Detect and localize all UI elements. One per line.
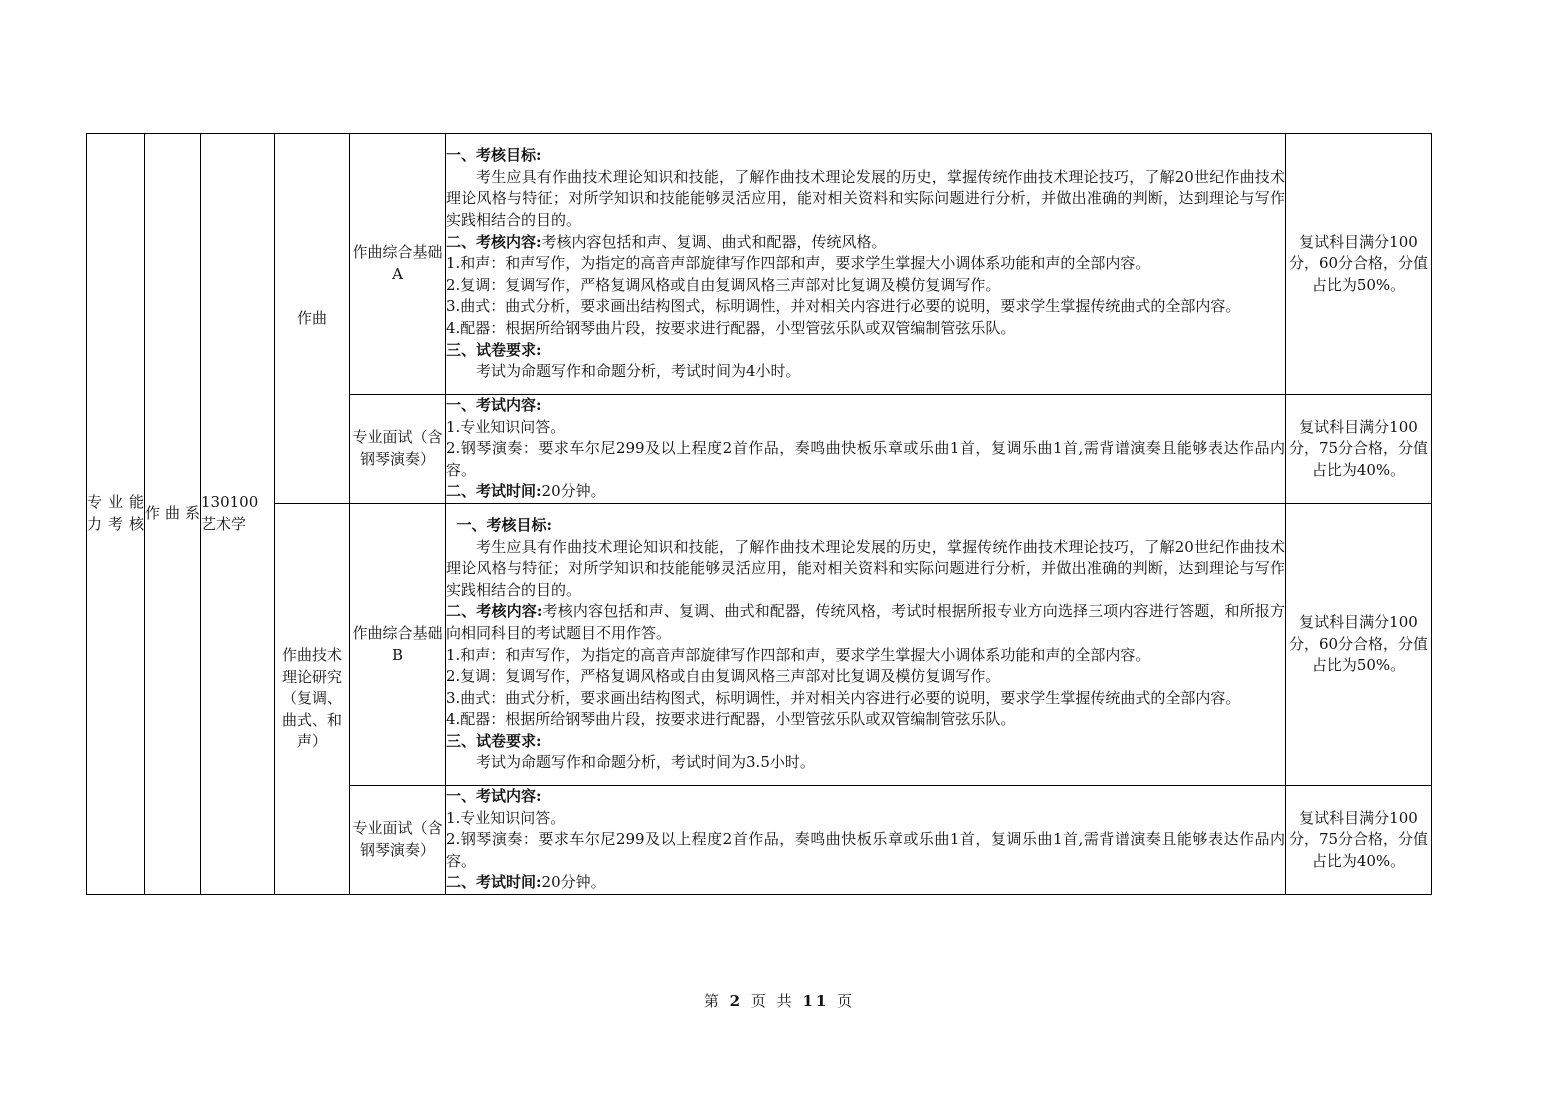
content-paragraph: 考生应具有作曲技术理论知识和技能，了解作曲技术理论发展的历史，掌握传统作曲技术理论技巧，了解20世纪作曲技术理论风格与特征；对所学知识和技能能够灵活应用，能对相关资料和实际问题进行分析，并做出准确的判断，达到理论与写作实践相结合的目的。 (446, 537, 1285, 599)
subject-cell (350, 504, 446, 786)
content-paragraph: 一、考核目标: (456, 515, 553, 534)
content-paragraph: 1.和声：和声写作，为指定的高音声部旋律写作四部和声，要求学生掌握大小调体系功能和声的全部内容。 (446, 254, 1151, 273)
score-text: 复试科目满分100分，60分合格，分值占比为50%。 (1288, 613, 1429, 675)
footer-suffix: 页 (837, 992, 856, 1010)
section-heading: 二、考试时间: (446, 482, 542, 501)
content-paragraph: 1.专业知识问答。 (446, 417, 566, 436)
content-paragraph: 一、考试内容: (446, 396, 542, 415)
score-text: 复试科目满分100分，75分合格，分值占比为40%。 (1288, 808, 1429, 870)
footer-current-page: 2 (729, 992, 744, 1010)
content-paragraph: 一、考试内容: (446, 787, 542, 806)
footer-middle: 页 共 (750, 992, 795, 1010)
score-cell (1286, 395, 1432, 504)
content-paragraph: 三、试卷要求: (446, 340, 542, 359)
department-cell (145, 134, 201, 895)
subject-name: 专业面试（含钢琴演奏） (352, 428, 443, 468)
content-paragraph: 2.复调：复调写作，严格复调风格或自由复调风格三声部对比复调及模仿复调写作。 (446, 667, 1001, 686)
score-text: 复试科目满分100分，75分合格，分值占比为40%。 (1288, 417, 1429, 479)
content-paragraph: 2.复调：复调写作，严格复调风格或自由复调风格三声部对比复调及模仿复调写作。 (446, 275, 1001, 294)
content-paragraph: 2.钢琴演奏：要求车尔尼299及以上程度2首作品，奏鸣曲快板乐章或乐曲1首，复调乐曲1首,需背谱演奏且能够表达作品内容。 (446, 439, 1285, 479)
subject-name: 专业面试（含钢琴演奏） (352, 819, 443, 859)
content-paragraph: 4.配器：根据所给钢琴曲片段，按要求进行配器，小型管弦乐队或双管编制管弦乐队。 (446, 710, 1016, 729)
category-text: 专业能力考核 (87, 493, 144, 533)
score-cell (1286, 786, 1432, 895)
content-paragraph: 考试为命题写作和命题分析，考试时间为3.5小时。 (476, 753, 815, 772)
subject-name: 作曲综合基础A (352, 243, 443, 283)
content-paragraph: 1.和声：和声写作，为指定的高音声部旋律写作四部和声，要求学生掌握大小调体系功能和声的全部内容。 (446, 645, 1151, 664)
section-heading: 二、考核内容: (446, 232, 542, 251)
page-footer (0, 990, 1559, 1011)
content-paragraph: 3.曲式：曲式分析，要求画出结构图式，标明调性，并对相关内容进行必要的说明，要求学生掌握传统曲式的全部内容。 (446, 688, 1241, 707)
major-name: 艺术学 (201, 515, 247, 533)
subject-cell (350, 134, 446, 395)
section-text: 20分钟。 (541, 482, 606, 501)
content-paragraph: 考生应具有作曲技术理论知识和技能，了解作曲技术理论发展的历史，掌握传统作曲技术理论技巧，了解20世纪作曲技术理论风格与特征；对所学知识和技能能够灵活应用，能对相关资料和实际问题进行分析，并做出准确的判断，达到理论与写作实践相结合的目的。 (446, 167, 1285, 230)
table-row (87, 134, 1432, 395)
requirements-table (86, 133, 1432, 895)
content-paragraph: 一、考核目标: (446, 146, 542, 165)
score-cell (1286, 504, 1432, 786)
subject-cell (350, 395, 446, 504)
direction-text: 作曲 (296, 308, 327, 327)
content-paragraph: 3.曲式：曲式分析，要求画出结构图式，标明调性，并对相关内容进行必要的说明，要求学生掌握传统曲式的全部内容。 (446, 297, 1241, 316)
direction-text: 作曲技术理论研究（复调、曲式、和声） (281, 646, 342, 751)
score-text: 复试科目满分100分，60分合格，分值占比为50%。 (1288, 232, 1429, 294)
content-paragraph: 三、试卷要求: (446, 731, 542, 750)
content-cell (446, 395, 1286, 504)
content-paragraph (446, 481, 1285, 503)
section-text: 20分钟。 (541, 873, 606, 892)
content-paragraph (446, 232, 1285, 254)
content-paragraph: 1.专业知识问答。 (446, 808, 566, 827)
table-row (87, 504, 1432, 786)
content-paragraph: 4.配器：根据所给钢琴曲片段，按要求进行配器，小型管弦乐队或双管编制管弦乐队。 (446, 318, 1016, 337)
major-code: 130100 (201, 493, 259, 512)
content-cell (446, 134, 1286, 395)
content-cell (446, 786, 1286, 895)
direction-cell (275, 134, 350, 504)
direction-cell (275, 504, 350, 895)
department-text: 作曲系 (145, 504, 200, 523)
footer-prefix: 第 (703, 992, 722, 1010)
section-text: 考核内容包括和声、复调、曲式和配器，传统风格。 (541, 232, 887, 251)
section-heading: 二、考试时间: (446, 873, 542, 892)
content-paragraph (446, 872, 1285, 894)
section-heading: 二、考核内容: (446, 602, 543, 621)
major-cell (201, 134, 275, 895)
content-paragraph (446, 601, 1285, 644)
content-paragraph: 考试为命题写作和命题分析，考试时间为4小时。 (476, 362, 801, 381)
score-cell (1286, 134, 1432, 395)
content-cell (446, 504, 1286, 786)
section-text: 考核内容包括和声、复调、曲式和配器，传统风格，考试时根据所报专业方向选择三项内容进行答题，和所报方向相同科目的考试题目不用作答。 (446, 602, 1285, 642)
category-cell (87, 134, 145, 895)
content-paragraph: 2.钢琴演奏：要求车尔尼299及以上程度2首作品，奏鸣曲快板乐章或乐曲1首，复调乐曲1首,需背谱演奏且能够表达作品内容。 (446, 830, 1285, 870)
footer-total-pages: 11 (802, 992, 830, 1010)
subject-cell (350, 786, 446, 895)
subject-name: 作曲综合基础B (352, 623, 443, 664)
